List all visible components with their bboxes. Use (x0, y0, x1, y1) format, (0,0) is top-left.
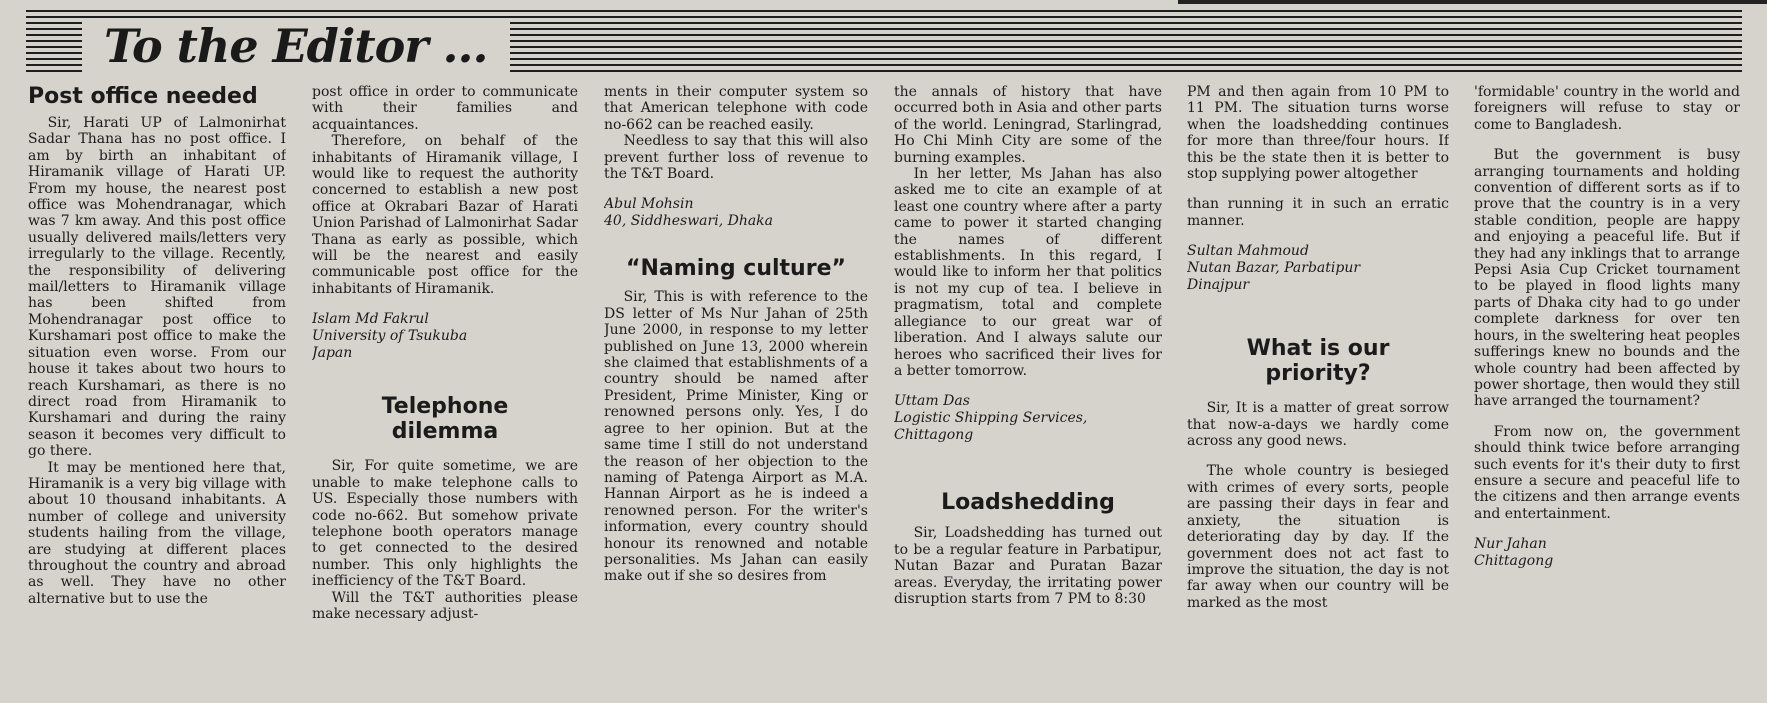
letter-paragraph: post office in order to communicate with their families and acquaintances. (312, 84, 578, 133)
letter-paragraph: than running it in such an erratic manner. (1187, 196, 1449, 229)
letter-heading-loadshedding: Loadshedding (941, 490, 1115, 516)
letter-paragraph: Therefore, on behalf of the inhabitants of Hiramanik village, I would like to request the authority concerned to establish a new post office at Okrabari Bazar of Harati Union Parishad of Lalmonirhat Sadar Thana as early as possible, which will be the nearest and easily communicable post office for the inhabitants of Hiramanik. (312, 133, 578, 297)
letter-paragraph: ments in their computer system so that American telephone with code no-662 can be reached easily. (604, 84, 868, 133)
letter-signature (312, 311, 578, 362)
letter-paragraph: 'formidable' country in the world and foreigners will refuse to stay or come to Bangladesh. (1474, 84, 1740, 133)
top-rule (1178, 0, 1767, 4)
heading-line: dilemma (391, 419, 499, 445)
letter-paragraph: From now on, the government should think twice before arranging such events for it's their duty to first ensure a secure and peaceful life to the citizens and then arrange events and entertainment. (1474, 423, 1740, 522)
signature-organization: Logistic Shipping Services, (894, 410, 1088, 427)
column-2 (312, 84, 578, 696)
column-1 (28, 84, 286, 696)
signature-address: 40, Siddheswari, Dhaka (604, 213, 774, 230)
letter-paragraph: Sir, Harati UP of Lalmonirhat Sadar Thana has no post office. I am by birth an inhabitant of Hiramanik village of Harati UP. From my house, the nearest post office was Mohendranagar, which was 7 km away. And this post office usually delivered mails/letters very irregularly to the village. Recently, the responsibility of delivering mail/letters to Hiramanik village has been shifted from Mohendranagar post office to Kurshamari post office to make the situation even worse. From our house it takes about two hours to reach Kurshamari, as there is no direct road from Hiramanik to Kurshamari and during the rainy season it becomes very difficult to go there. (28, 115, 286, 460)
signature-name: Abul Mohsin (604, 196, 694, 213)
column-6 (1474, 84, 1740, 696)
letter-heading-priority (1187, 336, 1449, 386)
section-title: To the Editor ... (82, 18, 510, 74)
letter-paragraph: Will the T&T authorities please make necessary adjust- (312, 589, 578, 622)
letter-paragraph: But the government is busy arranging tournaments and holding convention of different sorts as if to prove that the country is in a very stable condition, people are happy and enjoying a peaceful life. But if they had any inklings that to arrange Pepsi Asia Cup Cricket tournament to be played in flood lights many parts of Dhaka city had to go under complete darkness for over ten hours, in the sweltering heat peoples sufferings knew no bounds and the whole country had been affected by power shortage, then would they still have arranged the tournament? (1474, 147, 1740, 410)
column-4 (894, 84, 1162, 696)
letter-paragraph: PM and then again from 10 PM to 11 PM. The situation turns worse when the loadshedding continues for more than three/four hours. If this be the state then it is better to stop supplying power altogether (1187, 84, 1449, 183)
letter-heading-telephone (312, 394, 578, 444)
letter-signature (894, 393, 1162, 444)
column-3 (604, 84, 868, 696)
signature-place: Japan (312, 345, 353, 362)
letter-paragraph: Sir, It is a matter of great sorrow that now-a-days we hardly come across any good news. (1187, 400, 1449, 450)
heading-line: What is our (1246, 336, 1390, 362)
letter-signature (604, 196, 868, 230)
letter-heading-naming: “Naming culture” (626, 256, 846, 282)
signature-name: Uttam Das (894, 393, 970, 410)
signature-place: Chittagong (894, 427, 974, 444)
heading-line: priority? (1265, 361, 1371, 387)
signature-name: Sultan Mahmoud (1187, 243, 1309, 260)
letter-paragraph: The whole country is besieged with crimes of every sorts, people are passing their days in fear and anxiety, the situation is deteriorating day by day. If the government does not act fast to improve the situation, the day is not far away when our country will be marked as the most (1187, 463, 1449, 611)
heading-line: Telephone (381, 394, 509, 420)
letter-paragraph: the annals of history that have occurred both in Asia and other parts of the world. Leningrad, Starlingrad, Ho Chi Minh City are some of the burning examples. (894, 84, 1162, 166)
letter-paragraph: In her letter, Ms Jahan has also asked me to cite an example of at least one country where after a party came to power it started changing the names of different establishments. In this regard, I would like to inform her that politics is not my cup of tea. I believe in pragmatism, total and complete allegiance to our great war of liberation. And I always salute our heroes who sacrificed their lives for a better tomorrow. (894, 166, 1162, 379)
signature-name: Nur Jahan (1474, 536, 1547, 553)
letter-paragraph: Sir, For quite sometime, we are unable to make telephone calls to US. Especially those numbers with code no-662. But somehow private telephone booth operators manage to get connected to the desired number. This only highlights the inefficiency of the T&T Board. (312, 458, 578, 590)
letter-paragraph: It may be mentioned here that, Hiramanik is a very big village with about 10 thousand inhabitants. A number of college and university students hailing from the village, are studying at different places throughout the country and abroad as well. They have no other alternative but to use the (28, 459, 286, 607)
letter-signature (1474, 536, 1740, 570)
signature-name: Islam Md Fakrul (312, 311, 429, 328)
letter-heading-post-office: Post office needed (28, 84, 258, 109)
letter-paragraph: Needless to say that this will also prevent further loss of revenue to the T&T Board. (604, 133, 868, 183)
letter-paragraph: Sir, This is with reference to the DS letter of Ms Nur Jahan of 25th June 2000, in response to my letter published on June 13, 2000 wherein she claimed that establishments of a country should be named after President, Prime Minister, King or renowned persons only. Yes, I do agree to her opinion. But at the same time I still do not understand the reason of her objection to the naming of Patenga Airport as M.A. Hannan Airport as he is indeed a renowned person. For the writer's information, every country should honour its renowned and notable personalities. Ms Jahan can easily make out if she so desires from (604, 289, 868, 585)
letter-signature (1187, 243, 1449, 294)
signature-address: Nutan Bazar, Parbatipur (1187, 260, 1361, 277)
signature-place: Dinajpur (1187, 277, 1250, 294)
letter-paragraph: Sir, Loadshedding has turned out to be a regular feature in Parbatipur, Nutan Bazar and Puratan Bazar areas. Everyday, the irritating power disruption starts from 7 PM to 8:30 (894, 525, 1162, 607)
signature-place: Chittagong (1474, 553, 1554, 570)
signature-organization: University of Tsukuba (312, 328, 468, 345)
masthead (26, 10, 1742, 76)
column-5 (1187, 84, 1449, 696)
